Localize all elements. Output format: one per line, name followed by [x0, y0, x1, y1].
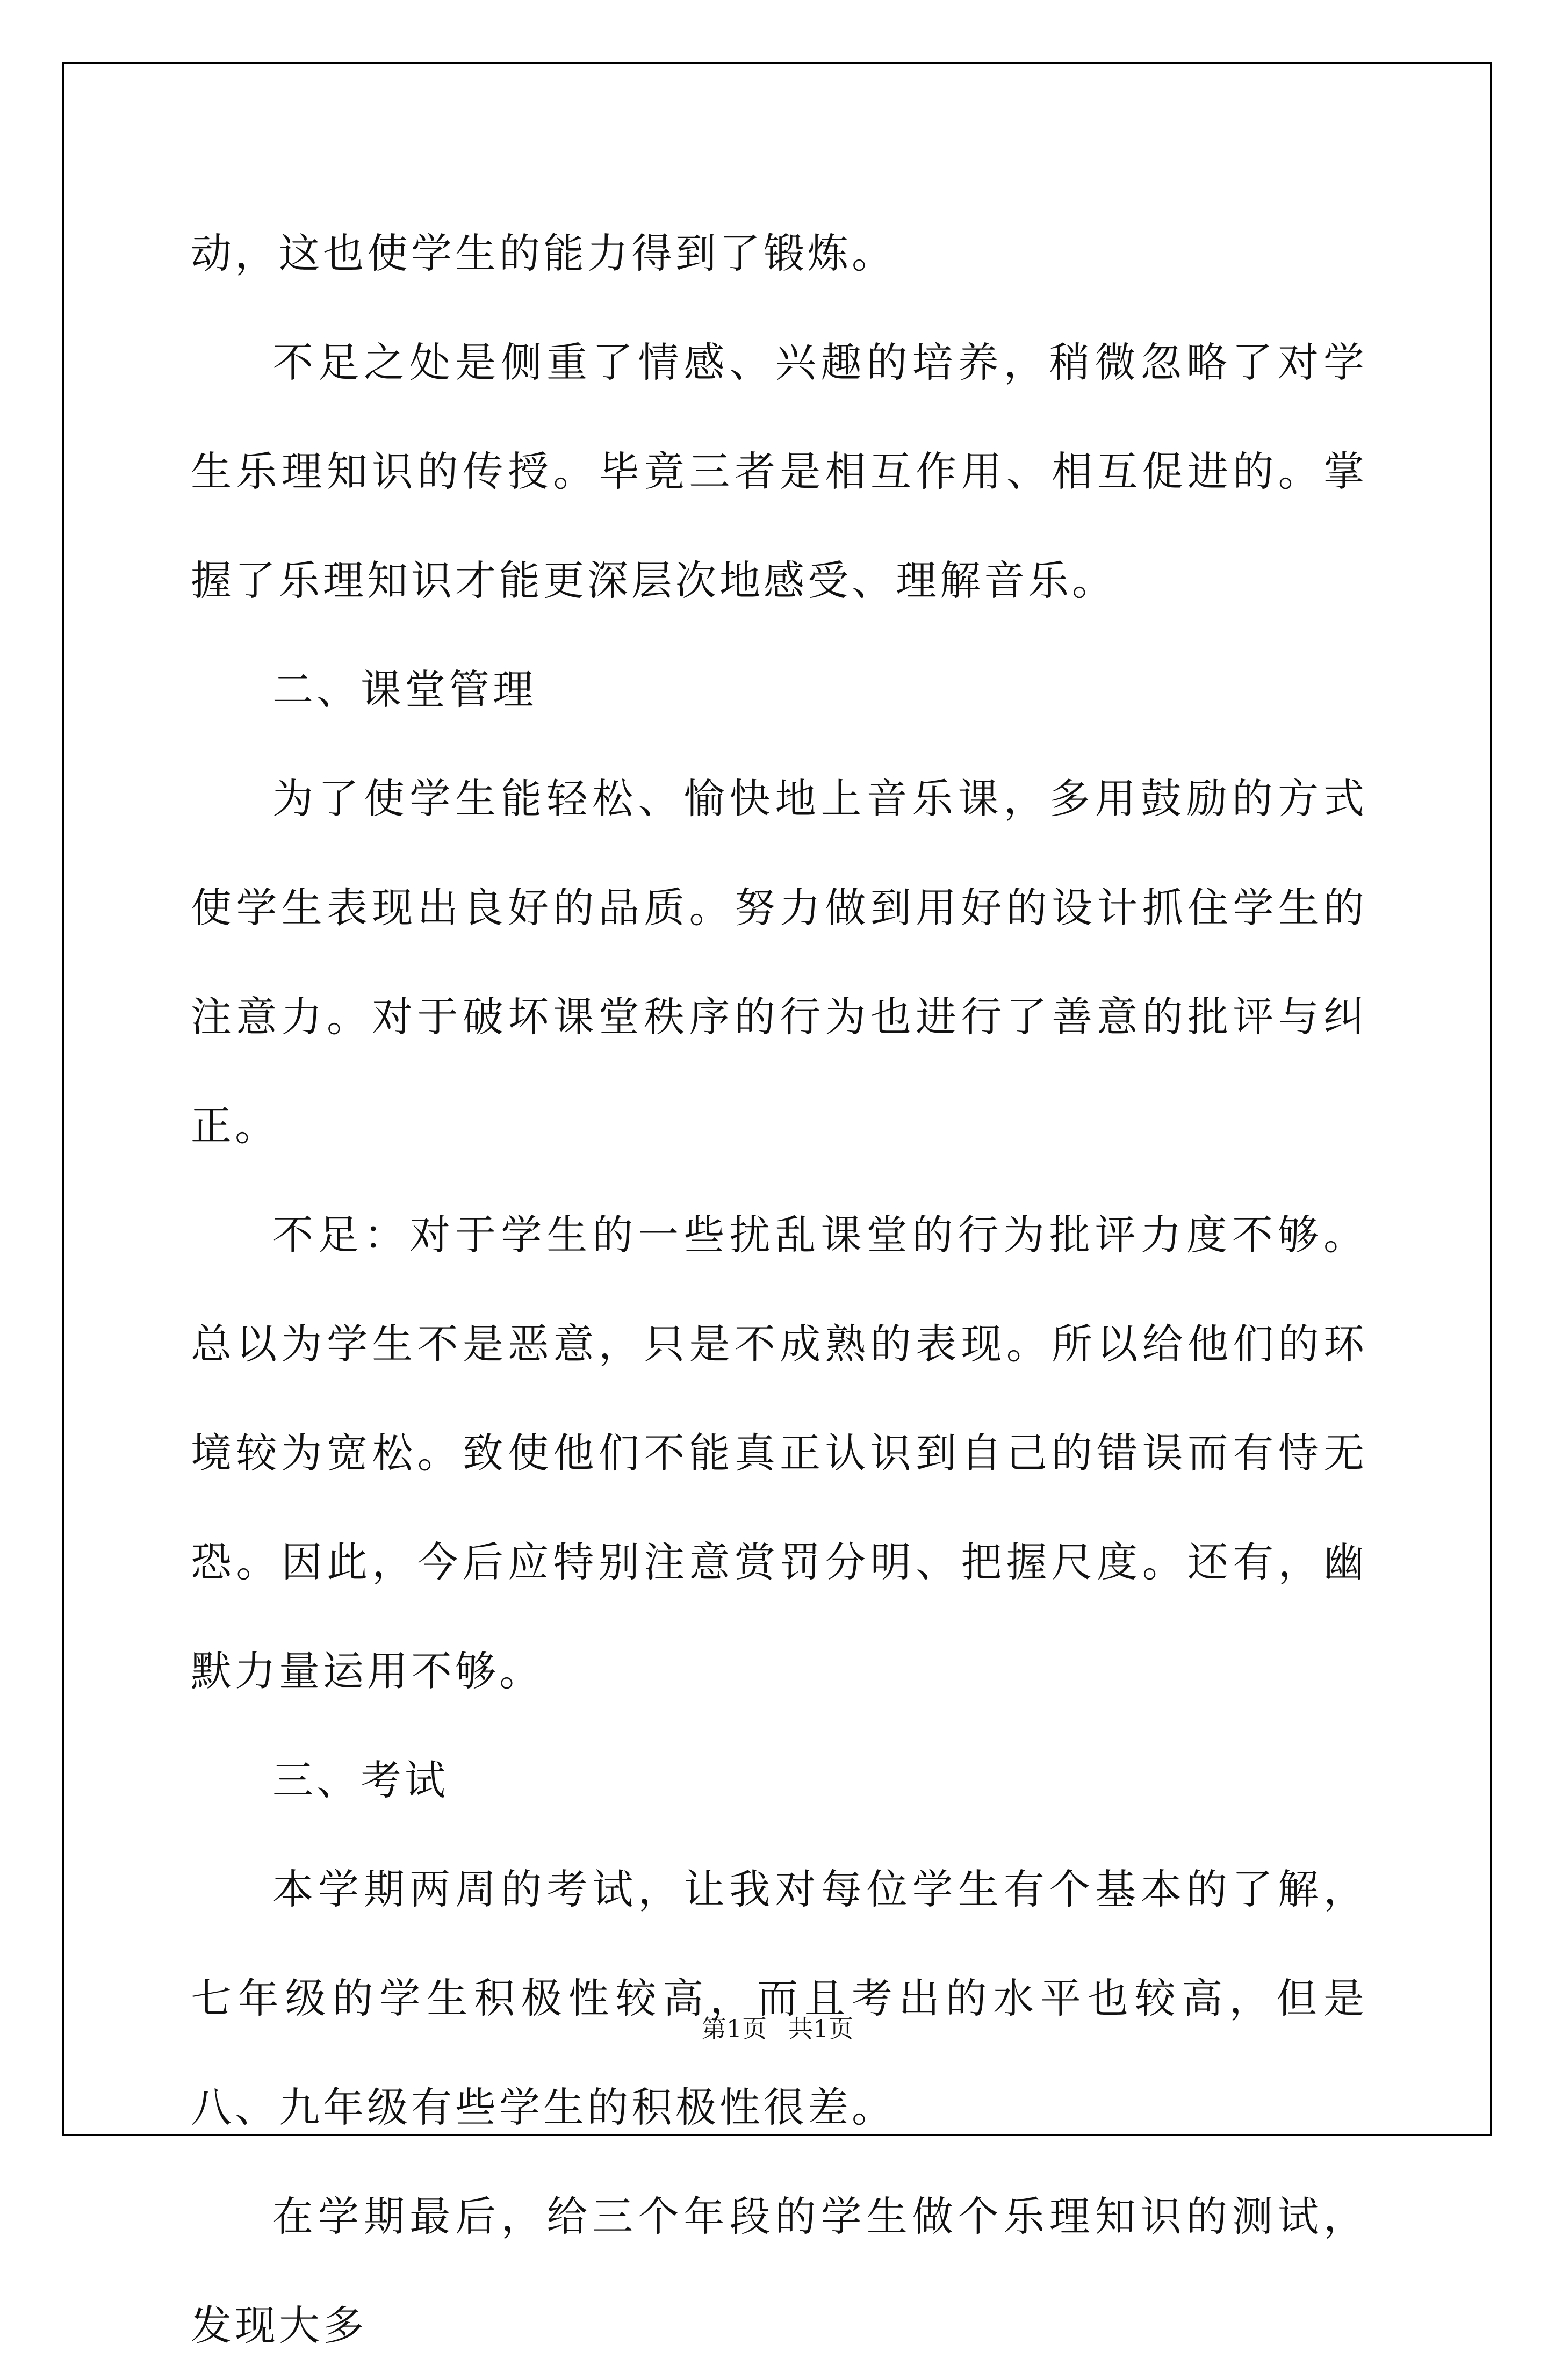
- section-heading-exam: 三、考试: [272, 1756, 449, 1804]
- paragraph-2: 不足之处是侧重了情感、兴趣的培养，稍微忽略了对学生乐理知识的传授。毕竟三者是相互作用、相互促进的。掌握了乐理知识才能更深层次地感受、理解音乐。: [191, 338, 1367, 604]
- page-number: 第1页: [701, 2014, 767, 2043]
- page-footer: [0, 2009, 1555, 2045]
- paragraph-4: 不足：对于学生的一些扰乱课堂的行为批评力度不够。总以为学生不是恶意，只是不成熟的表现。所以给他们的环境较为宽松。致使他们不能真正认识到自己的错误而有恃无恐。因此，今后应特别注意赏罚分明、把握尺度。还有，幽默力量运用不够。: [191, 1211, 1367, 1695]
- paragraph-5: 本学期两周的考试，让我对每位学生有个基本的了解，七年级的学生积极性较高，而且考出的水平也较高，但是八、九年级有些学生的积极性很差。: [191, 1865, 1367, 2131]
- paragraph-3: 为了使学生能轻松、愉快地上音乐课，多用鼓励的方式使学生表现出良好的品质。努力做到用好的设计抓住学生的注意力。对于破坏课堂秩序的行为也进行了善意的批评与纠正。: [191, 775, 1367, 1150]
- page-total: 共1页: [788, 2014, 854, 2043]
- paragraph-1: 动，这也使学生的能力得到了锻炼。: [191, 229, 896, 277]
- section-heading-classroom-management: 二、课堂管理: [272, 666, 537, 713]
- document-body: [191, 199, 1367, 2380]
- paragraph-6: 在学期最后，给三个年段的学生做个乐理知识的测试，发现大多: [191, 2193, 1367, 2349]
